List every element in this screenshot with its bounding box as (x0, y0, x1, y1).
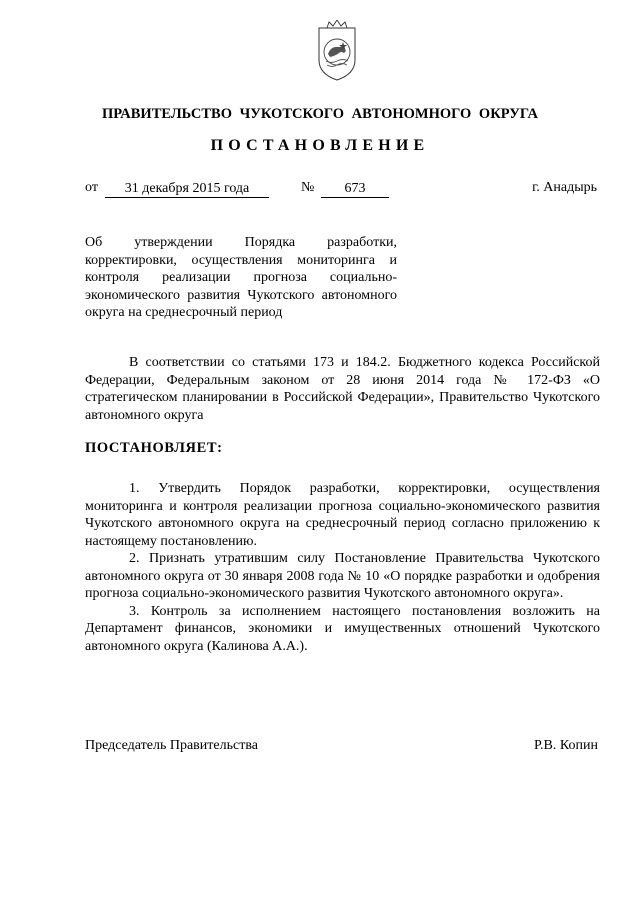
number-label: № (301, 180, 315, 195)
document-date: 31 декабря 2015 года (105, 180, 269, 198)
decree-heading: ПОСТАНОВЛЯЕТ: (85, 440, 223, 456)
preamble (85, 354, 600, 424)
signatory-name: Р.В. Копин (534, 738, 598, 753)
signature-block (85, 738, 598, 758)
document-meta (85, 180, 597, 200)
coat-of-arms-icon (313, 20, 361, 84)
government-title: ПРАВИТЕЛЬСТВО ЧУКОТСКОГО АВТОНОМНОГО ОКРУГА (102, 106, 538, 122)
signatory-position: Председатель Правительства (85, 738, 258, 753)
decree-item-2: 2. Признать утратившим силу Постановление Правительства Чукотского автономного округа от 30 января 2008 года № 10 «О порядке разработки и одобрения прогноза социально-экономического развития Чукотского автономного округа». (85, 551, 600, 601)
document-number: 673 (321, 180, 389, 198)
date-prefix-label: от (85, 180, 98, 195)
document-city: г. Анадырь (532, 180, 597, 195)
decree-item-3: 3. Контроль за исполнением настоящего постановления возложить на Департамент финансов, экономики и имущественных отношений Чукотского автономного округа (Калинова А.А.). (85, 603, 600, 654)
decree-item-1: 1. Утвердить Порядок разработки, корректировки, осуществления мониторинга и контроля реализации прогноза социально-экономического развития Чукотского автономного округа на среднесрочный период согласно приложению к настоящему постановлению. (85, 481, 600, 549)
document-type-title: ПОСТАНОВЛЕНИЕ (210, 137, 430, 154)
preamble-text: В соответствии со статьями 173 и 184.2. Бюджетного кодекса Российской Федерации, Федеральным законом от 28 июня 2014 года № 172-ФЗ «О стратегическом планировании в Российской Федерации», Правительство Чукотского автономного округа (85, 355, 600, 423)
decree-items (85, 480, 600, 655)
document-subject: Об утверждении Порядка разработки, корректировки, осуществления мониторинга и контроля реализации прогноза социально-экономического развития Чукотского автономного округа на среднесрочный период (85, 235, 397, 320)
